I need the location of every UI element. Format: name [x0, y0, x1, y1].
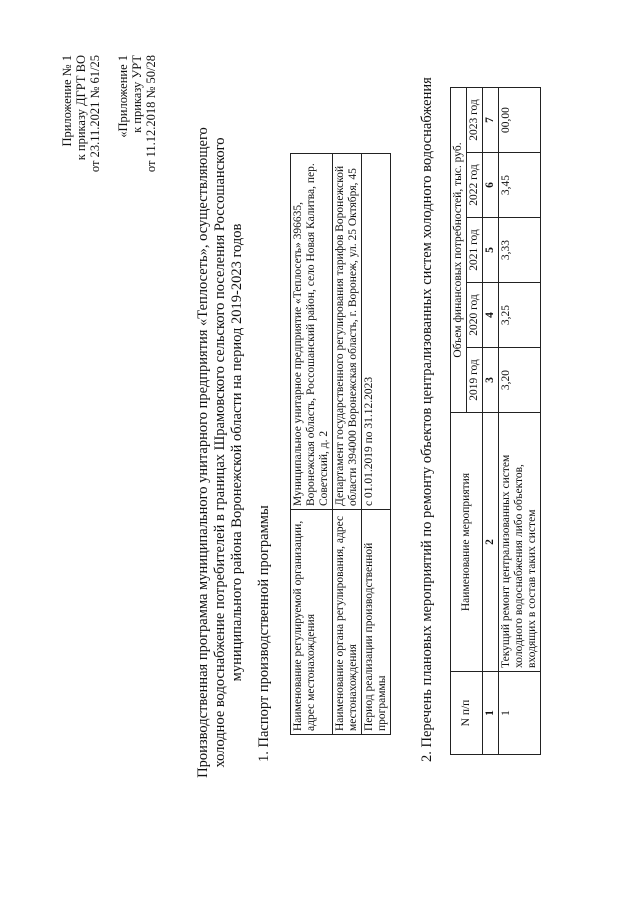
index-cell: 3 — [483, 348, 499, 413]
header-year: 2019 год — [467, 348, 483, 413]
header-year: 2023 год — [467, 88, 483, 153]
table-index-row — [483, 88, 499, 755]
passport-label: Наименование регулируемой организации, адрес местонахождения — [291, 510, 333, 735]
row-value: 3,33 — [499, 218, 541, 283]
passport-value: Департамент государственного регулирования тарифов Воронежской области 394000 Воронежская область, г. Воронеж, ул. 25 Октября, 45 — [333, 154, 362, 510]
table-row — [291, 154, 333, 735]
header-num: N п/п — [451, 672, 483, 755]
index-cell: 2 — [483, 413, 499, 672]
index-cell: 6 — [483, 153, 499, 218]
appendix-line: к приказу ДГРТ ВО — [74, 55, 88, 161]
passport-table — [290, 153, 391, 735]
table-row — [499, 88, 541, 755]
appendix-line: Приложение № 1 — [60, 55, 74, 147]
repair-plan-table — [450, 87, 541, 755]
row-value: 3,45 — [499, 153, 541, 218]
header-year: 2021 год — [467, 218, 483, 283]
row-name: Текущий ремонт централизованных систем холодного водоснабжения либо объектов, входящих в состав таких систем — [499, 413, 541, 672]
section1-heading: 1. Паспорт производственной программы — [256, 505, 272, 762]
passport-value: с 01.01.2019 по 31.12.2023 — [362, 154, 391, 510]
section2-heading: 2. Перечень плановых мероприятий по ремонту объектов централизованных систем холодного водоснабжения — [419, 77, 435, 762]
passport-label: Период реализации производственной программы — [362, 510, 391, 735]
appendix-line: к приказу УРТ — [130, 55, 144, 133]
row-value: 00,00 — [499, 88, 541, 153]
appendix-line: от 11.12.2018 № 50/28 — [144, 55, 158, 173]
appendix-line: от 23.11.2021 № 61/25 — [88, 55, 102, 173]
index-cell: 7 — [483, 88, 499, 153]
passport-label: Наименование органа регулирования, адрес местонахождения — [333, 510, 362, 735]
header-volume: Объем финансовых потребностей, тыс. руб. — [451, 88, 467, 413]
index-cell: 5 — [483, 218, 499, 283]
index-cell: 4 — [483, 283, 499, 348]
appendix-block — [60, 55, 158, 172]
table-row — [362, 154, 391, 735]
row-value: 3,20 — [499, 348, 541, 413]
header-year: 2022 год — [467, 153, 483, 218]
table-row — [333, 154, 362, 735]
row-num: 1 — [499, 672, 541, 755]
document-title — [195, 0, 246, 905]
index-cell: 1 — [483, 672, 499, 755]
title-line: холодное водоснабжение потребителей в границах Шрамовского сельского поселения Россошанского — [212, 137, 228, 768]
appendix-line: «Приложение 1 — [116, 55, 130, 138]
header-name: Наименование мероприятия — [451, 413, 483, 672]
title-line: Производственная программа муниципального унитарного предприятия «Теплосеть», осуществляющего — [195, 127, 211, 778]
row-value: 3,25 — [499, 283, 541, 348]
title-line: муниципального района Воронежской области на период 2019-2023 годов — [229, 223, 245, 682]
header-year: 2020 год — [467, 283, 483, 348]
passport-value: Муниципальное унитарное предприятие «Теплосеть» 396635, Воронежская область, Россошанский район, село Новая Калитва, пер. Советский, д. 2 — [291, 154, 333, 510]
table-header-row — [451, 88, 467, 755]
